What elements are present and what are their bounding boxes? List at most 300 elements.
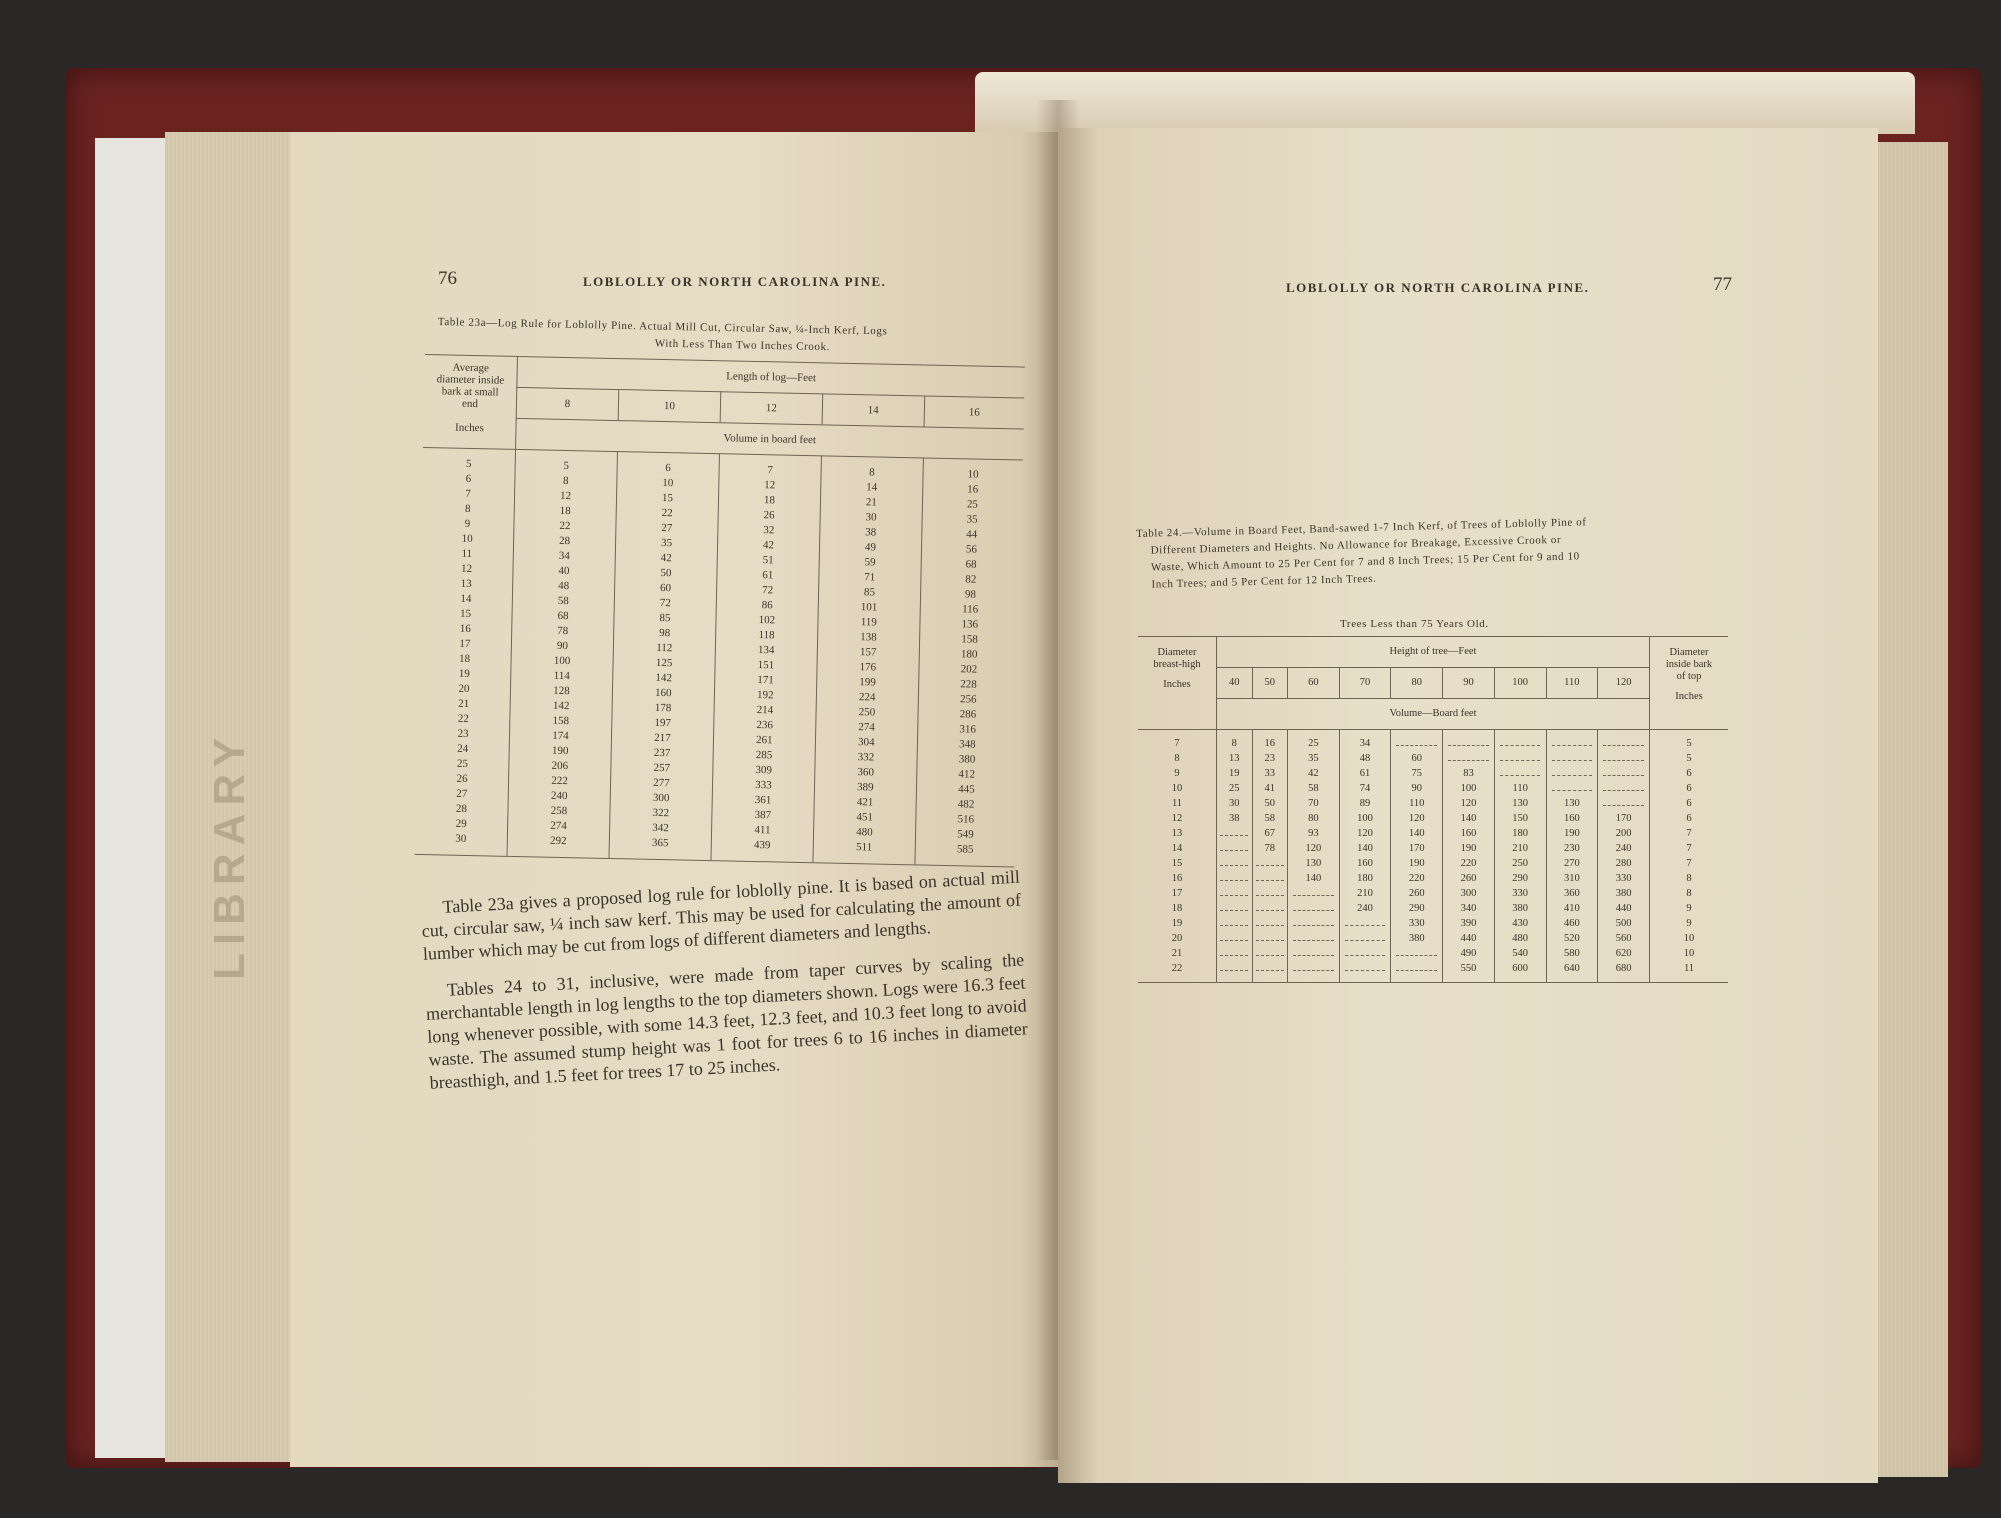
table-cell: 25 [456, 757, 469, 770]
table-cell: 30 [1229, 798, 1240, 809]
table-cell: 240 [1615, 843, 1632, 854]
table-cell: 250 [858, 706, 876, 719]
table-cell: 33 [1264, 768, 1275, 779]
table-cell: 12 [1171, 813, 1183, 824]
table-cell: 480 [856, 826, 873, 839]
row-header: Average diameter inside bark at small end [436, 361, 505, 411]
table-cell: 7 [767, 464, 773, 477]
table-cell: 309 [755, 764, 773, 777]
table-cell [1288, 886, 1339, 901]
table-cell: 125 [655, 656, 673, 670]
table-cell: 48 [1359, 753, 1371, 764]
table-cell: 10 [1683, 933, 1695, 944]
table-cell: 170 [1408, 843, 1425, 854]
table-cell [1217, 916, 1252, 931]
table-cell: 228 [960, 678, 977, 691]
table-cell: 380 [1615, 888, 1632, 899]
row-header-cell [423, 354, 517, 449]
col-120 [1598, 730, 1650, 983]
table-cell: 15 [661, 491, 674, 505]
table-cell: 98 [964, 588, 977, 601]
table-cell: 620 [1615, 948, 1632, 959]
col-80 [1391, 730, 1443, 983]
table-cell: 28 [558, 534, 571, 548]
table-cell: 21 [458, 697, 470, 711]
table-cell: 16 [967, 483, 979, 496]
paragraph: Tables 24 to 31, inclusive, were made from taper curves by scaling the merchantable length in log lengths to the top diameters shown. Logs were 16.3 feet long whenever possible, with some 14.3 feet, 12.3 feet, and 10.3 feet long to avoid waste. The assumed stump height was 1 foot for trees 6 to 16 inches in diameter breasthigh, and 1.5 feet for trees 17 to 25 inches. [425, 949, 1029, 1093]
table-cell: 174 [552, 729, 569, 743]
col-top-diameter [1650, 730, 1729, 983]
table-cell: 6 [1686, 768, 1692, 779]
caption-line: Different Diameters and Heights. No Allowance for Breakage, Excessive Crook or [1150, 533, 1562, 557]
table-cell: 98 [659, 626, 671, 640]
table-cell: 41 [1264, 783, 1275, 794]
table-cell [1391, 946, 1442, 961]
table-cell: 20 [458, 682, 470, 696]
table-cell: 49 [864, 541, 877, 554]
table-cell: 421 [856, 796, 874, 809]
col-50 [1252, 730, 1288, 983]
table-cell: 58 [557, 594, 569, 608]
table-cell: 460 [1563, 918, 1580, 929]
table-cell: 210 [1357, 888, 1373, 899]
col-header: 110 [1546, 668, 1598, 699]
table-cell: 35 [1308, 753, 1319, 764]
table-cell: 142 [552, 699, 570, 713]
table-cell: 490 [1460, 948, 1477, 959]
table-cell: 9 [1686, 918, 1692, 929]
table-cell [1217, 871, 1252, 886]
table-cell: 361 [754, 794, 772, 807]
table-cell: 9 [1174, 768, 1180, 779]
table-cell [1217, 931, 1252, 946]
table-cell: 6 [1686, 798, 1692, 809]
table-cell: 72 [761, 584, 774, 597]
table-cell: 128 [553, 684, 570, 698]
table-cell: 119 [860, 616, 877, 629]
table-cell: 22 [661, 506, 673, 520]
table-cell: 380 [1408, 933, 1425, 944]
table-cell: 93 [1308, 828, 1319, 839]
table-cell: 13 [1171, 828, 1183, 839]
table-cell: 285 [755, 749, 773, 762]
table-cell: 7 [1686, 828, 1692, 839]
table-cell: 22 [1171, 963, 1183, 974]
table-cell: 8 [464, 502, 471, 515]
table-cell: 342 [652, 821, 669, 835]
table-cell: 210 [1512, 843, 1529, 854]
table-cell: 5 [465, 457, 472, 470]
table-cell: 200 [1615, 828, 1632, 839]
table-cell: 35 [660, 536, 673, 550]
table-cell: 27 [661, 521, 673, 535]
table-cell: 8 [1686, 873, 1692, 884]
page-stack-right [1876, 142, 1948, 1477]
table-cell [1495, 766, 1546, 781]
page-number-right: 77 [1713, 274, 1732, 295]
table-cell: 100 [553, 654, 571, 668]
left-page [290, 132, 1058, 1467]
table-cell: 19 [458, 667, 470, 681]
table-cell: 6 [1686, 783, 1692, 794]
table-cell: 38 [1229, 813, 1240, 824]
table-cell: 32 [763, 524, 775, 537]
table-cell [1598, 766, 1649, 781]
table-cell: 13 [460, 577, 472, 591]
table-23a [415, 354, 1025, 867]
table-cell: 451 [856, 811, 874, 824]
table-cell: 14 [1171, 843, 1183, 854]
table-cell [1253, 916, 1288, 931]
table-cell: 482 [957, 798, 975, 811]
table-cell: 35 [966, 513, 978, 526]
table-cell: 540 [1512, 948, 1529, 959]
caption-line: Table 24.—Volume in Board Feet, Band-sawed 1-7 Inch Kerf, of Trees of Loblolly Pine of [1136, 516, 1587, 540]
table-cell [1547, 751, 1598, 766]
table-cell [1217, 946, 1252, 961]
table-cell: 389 [856, 781, 874, 794]
table-cell: 11 [461, 547, 473, 561]
table-cell: 10 [1683, 948, 1695, 959]
table-cell: 158 [552, 714, 570, 728]
table-cell: 75 [1411, 768, 1422, 779]
table-cell [1253, 871, 1288, 886]
table-cell: 25 [1308, 738, 1319, 749]
table-cell: 190 [1408, 858, 1425, 869]
col-header: 100 [1494, 668, 1546, 699]
table-cell: 59 [864, 556, 876, 569]
table-cell: 160 [654, 686, 672, 700]
table-cell: 9 [1686, 903, 1692, 914]
table-cell: 90 [556, 639, 569, 653]
table-cell: 25 [1229, 783, 1240, 794]
table-cell: 348 [958, 738, 976, 751]
table-cell: 322 [652, 806, 670, 820]
table-cell: 18 [1171, 903, 1183, 914]
table-cell: 300 [1460, 888, 1477, 899]
table-cell: 140 [1357, 843, 1373, 854]
table-cell: 176 [859, 661, 877, 674]
col-header: 80 [1391, 668, 1443, 699]
table-cell [1340, 916, 1391, 931]
table-cell [1288, 961, 1339, 976]
table-cell [1443, 751, 1494, 766]
table-cell: 14 [460, 592, 472, 606]
table-cell: 130 [1512, 798, 1529, 809]
table-cell: 274 [858, 721, 875, 734]
table-cell: 40 [558, 564, 570, 578]
table-cell [1598, 736, 1649, 751]
table-cell: 42 [1308, 768, 1319, 779]
table-cell: 120 [1460, 798, 1477, 809]
table-cell: 114 [553, 669, 570, 683]
table-cell: 86 [761, 599, 773, 612]
table-cell [1340, 946, 1391, 961]
table-cell: 333 [755, 779, 772, 792]
row-header-cell [1138, 637, 1217, 730]
table-cell: 180 [960, 648, 978, 661]
table-cell: 38 [865, 526, 877, 539]
table-cell: 160 [1460, 828, 1477, 839]
table-cell [1495, 751, 1546, 766]
table-cell: 292 [549, 834, 567, 848]
table-cell: 190 [1460, 843, 1477, 854]
table-cell: 15 [459, 607, 472, 621]
caption-line: Waste, Which Amount to 25 Per Cent for 7 and 8 Inch Trees; 15 Per Cent for 9 and 10 [1150, 550, 1580, 574]
table-cell [1253, 886, 1288, 901]
table-cell: 50 [1264, 798, 1275, 809]
sub-header: Volume in board feet [516, 418, 1024, 460]
table-cell: 6 [665, 462, 671, 475]
table-cell: 15 [1171, 858, 1183, 869]
table-cell: 202 [960, 663, 978, 676]
table-cell: 60 [1411, 753, 1422, 764]
table-cell: 140 [1408, 828, 1425, 839]
table-cell: 480 [1512, 933, 1529, 944]
table-cell: 140 [1305, 873, 1322, 884]
col-header: 50 [1252, 668, 1288, 699]
library-stamp: LIBRARY [205, 730, 254, 980]
table-cell: 110 [1512, 783, 1528, 794]
table-cell: 101 [860, 601, 878, 614]
col-90 [1443, 730, 1495, 983]
table-cell: 27 [456, 787, 468, 800]
table-cell [1547, 766, 1598, 781]
table-24-caption [1136, 508, 1818, 594]
table-cell [1253, 946, 1288, 961]
table-cell: 61 [1359, 768, 1371, 779]
table-cell: 439 [753, 838, 771, 852]
table-cell: 365 [651, 836, 669, 850]
table-cell: 140 [1460, 813, 1477, 824]
table-cell: 23 [457, 727, 469, 740]
col-12 [711, 454, 821, 863]
table-cell: 440 [1460, 933, 1477, 944]
table-cell: 560 [1615, 933, 1632, 944]
table-cell: 71 [864, 571, 876, 584]
table-cell [1547, 736, 1598, 751]
right-header: Diameter inside bark of top [1665, 647, 1713, 682]
table-cell: 10 [461, 532, 473, 546]
table-cell: 42 [762, 539, 775, 552]
table-cell: 16 [1171, 873, 1183, 884]
table-cell [1288, 946, 1339, 961]
table-cell: 18 [763, 494, 776, 507]
table-cell: 240 [550, 789, 568, 803]
table-cell: 8 [869, 466, 875, 479]
table-cell: 100 [1460, 783, 1477, 794]
table-cell: 180 [1512, 828, 1529, 839]
table-cell: 30 [455, 832, 467, 845]
table-cell: 67 [1264, 828, 1275, 839]
col-100 [1494, 730, 1546, 983]
row-header: Diameter breast-high [1153, 647, 1201, 670]
col-diameters [415, 447, 516, 856]
table-cell: 134 [757, 644, 775, 657]
page-stack-top [975, 72, 1915, 134]
table-cell: 390 [1460, 918, 1477, 929]
table-cell [1340, 931, 1391, 946]
table-cell: 520 [1563, 933, 1580, 944]
table-cell: 11 [1171, 798, 1183, 809]
table-cell: 511 [855, 841, 873, 854]
sub-header: Volume—Board feet [1217, 699, 1650, 730]
table-cell: 34 [558, 549, 570, 563]
table-cell: 74 [1359, 783, 1371, 794]
table-cell: 261 [755, 734, 773, 747]
table-cell: 180 [1357, 873, 1373, 884]
table-cell: 58 [1308, 783, 1319, 794]
table-cell: 214 [756, 704, 774, 717]
table-cell: 340 [1460, 903, 1477, 914]
table-cell: 130 [1305, 858, 1322, 869]
table-cell [1391, 961, 1442, 976]
table-cell: 500 [1615, 918, 1632, 929]
table-cell: 5 [1686, 753, 1692, 764]
table-cell [1547, 781, 1598, 796]
col-group-header: Height of tree—Feet [1217, 637, 1650, 668]
col-header: 70 [1339, 668, 1391, 699]
table-cell: 44 [966, 528, 978, 541]
table-cell: 380 [958, 753, 976, 766]
table-cell: 550 [1460, 963, 1477, 974]
table-cell: 445 [958, 783, 975, 796]
table-cell: 240 [1357, 903, 1373, 914]
table-cell: 138 [860, 631, 877, 644]
col-10 [609, 452, 719, 861]
table-cell: 10 [1171, 783, 1183, 794]
table-cell: 18 [458, 652, 471, 666]
table-cell: 5 [563, 459, 570, 473]
table-cell [1495, 736, 1546, 751]
table-cell: 7 [1174, 738, 1180, 749]
table-cell: 14 [866, 481, 878, 494]
table-cell: 680 [1615, 963, 1632, 974]
table-cell: 16 [1264, 738, 1275, 749]
col-header: 40 [1217, 668, 1253, 699]
table-cell: 330 [1512, 888, 1529, 899]
table-cell: 34 [1359, 738, 1371, 749]
running-head-right: LOBLOLLY OR NORTH CAROLINA PINE. [1286, 280, 1590, 295]
table-cell: 51 [762, 554, 774, 567]
table-cell: 68 [965, 558, 977, 571]
table-cell [1598, 781, 1649, 796]
table-cell: 549 [957, 828, 974, 841]
table-cell: 6 [1686, 813, 1692, 824]
table-cell: 21 [1171, 948, 1183, 959]
table-cell: 332 [857, 751, 875, 764]
table-cell: 116 [962, 603, 979, 616]
table-cell: 70 [1308, 798, 1319, 809]
table-cell: 192 [756, 689, 774, 702]
col-40 [1217, 730, 1253, 983]
table-cell: 170 [1615, 813, 1632, 824]
table-cell: 411 [754, 824, 771, 837]
table-cell: 150 [1512, 813, 1529, 824]
table-cell: 257 [653, 761, 671, 775]
table-cell: 410 [1563, 903, 1580, 914]
col-header: 12 [720, 392, 823, 425]
caption-line: Table 23a—Log Rule for Loblolly Pine. Actual Mill Cut, Circular Saw, ¼-Inch Kerf, Logs [437, 315, 888, 338]
table-cell: 118 [758, 629, 775, 642]
body-text-left [420, 866, 1030, 1109]
table-cell: 120 [1305, 843, 1322, 854]
table-cell: 412 [958, 768, 976, 781]
table-cell: 20 [1171, 933, 1183, 944]
table-cell: 430 [1512, 918, 1529, 929]
table-cell [1217, 886, 1252, 901]
table-cell: 300 [652, 791, 670, 805]
table-cell: 9 [464, 517, 471, 530]
table-cell: 160 [1357, 858, 1373, 869]
table-cell: 13 [1229, 753, 1240, 764]
table-cell: 270 [1563, 858, 1580, 869]
table-23a-caption [437, 314, 1048, 361]
table-cell: 80 [1308, 813, 1319, 824]
col-header: 90 [1443, 668, 1495, 699]
table-cell: 21 [865, 496, 877, 509]
table-cell: 120 [1408, 813, 1425, 824]
table-cell: 237 [653, 746, 671, 760]
table-cell: 330 [1615, 873, 1632, 884]
table-cell: 585 [956, 843, 974, 856]
table-cell [1598, 796, 1649, 811]
table-cell: 142 [655, 671, 673, 685]
row-header-unit: Inches [454, 421, 484, 435]
table-cell: 22 [559, 519, 571, 533]
table-cell: 12 [764, 479, 776, 492]
table-cell: 136 [961, 618, 979, 631]
table-cell: 230 [1563, 843, 1580, 854]
table-cell: 68 [557, 609, 569, 623]
col-header: 16 [924, 396, 1024, 429]
table-cell: 277 [653, 776, 670, 790]
table-cell: 250 [1512, 858, 1529, 869]
table-cell: 158 [961, 633, 978, 646]
col-group-header: Length of log—Feet [517, 356, 1025, 398]
table-cell [1217, 841, 1252, 856]
table-cell: 280 [1615, 858, 1632, 869]
table-cell [1217, 901, 1252, 916]
table-cell: 17 [459, 637, 471, 651]
table-cell: 83 [1463, 768, 1474, 779]
table-cell: 258 [550, 804, 568, 818]
table-cell [1443, 736, 1494, 751]
table-cell: 30 [865, 511, 877, 524]
table-cell: 600 [1512, 963, 1529, 974]
table-cell [1253, 856, 1288, 871]
table-cell: 217 [654, 731, 671, 745]
table-cell [1217, 961, 1252, 976]
flyleaf [95, 138, 175, 1458]
table-cell: 360 [1563, 888, 1580, 899]
table-cell: 360 [857, 766, 875, 779]
col-110 [1546, 730, 1598, 983]
table-cell [1253, 901, 1288, 916]
table-cell [1391, 736, 1442, 751]
table-cell: 330 [1408, 918, 1425, 929]
col-header: 8 [516, 387, 619, 420]
table-cell: 290 [1512, 873, 1529, 884]
table-cell [1217, 826, 1252, 841]
table-cell: 8 [1174, 753, 1180, 764]
running-head-left: LOBLOLLY OR NORTH CAROLINA PINE. [583, 274, 887, 289]
table-cell [1288, 931, 1339, 946]
col-8 [507, 449, 617, 858]
table-cell: 26 [763, 509, 775, 522]
table-cell: 19 [1229, 768, 1240, 779]
table-cell: 190 [1563, 828, 1580, 839]
